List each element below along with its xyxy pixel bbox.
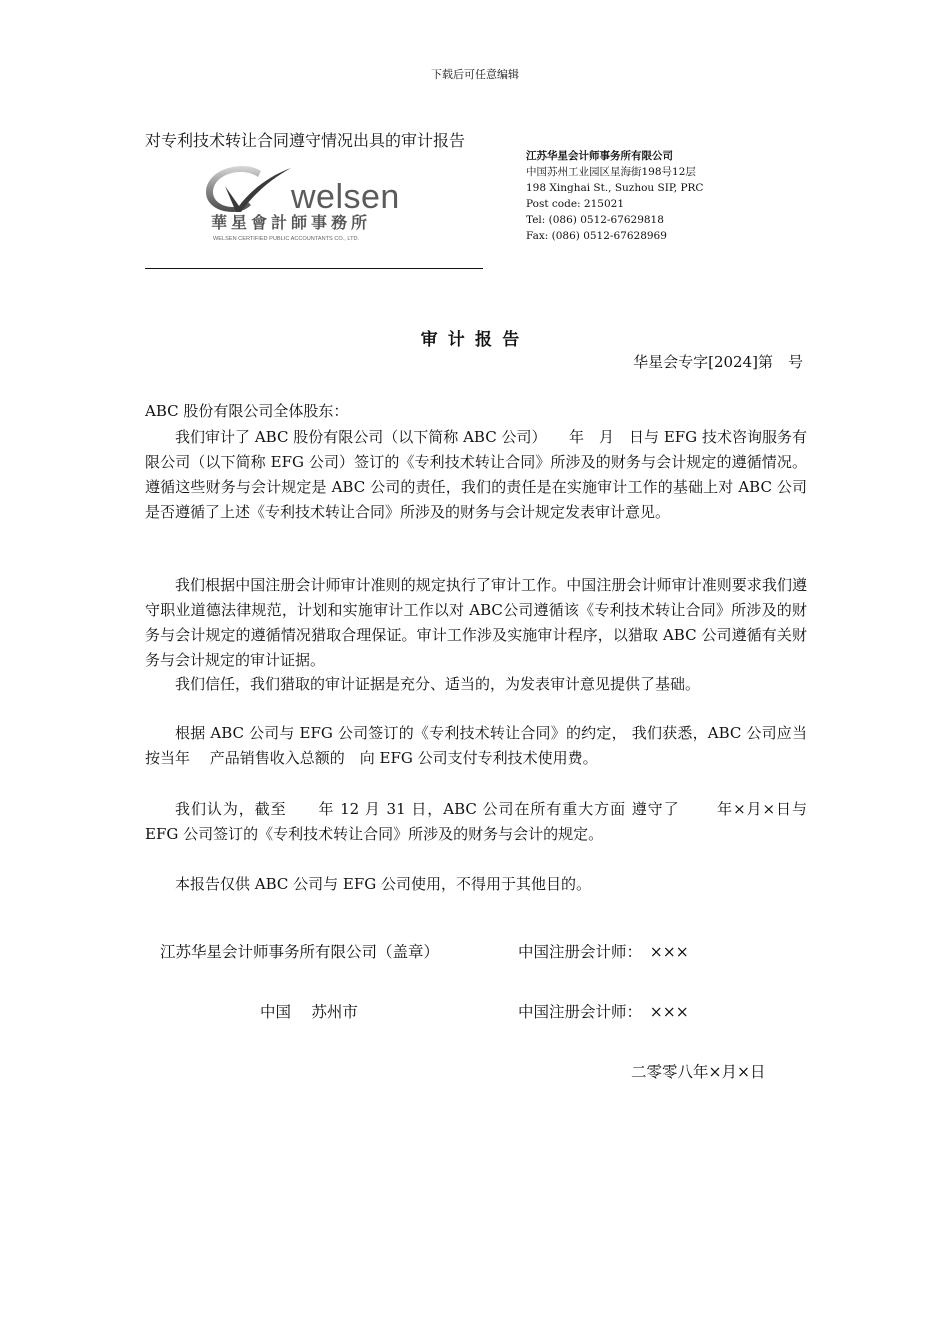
paragraph-scope: 我们审计了 ABC 股份有限公司（以下简称 ABC 公司） 年 月 日与 EFG 技术咨询服务有限公司（以下简称 EFG 公司）签订的《专利技术转让合同》所涉及的财务与会计规定的遵循情况。遵循这些财务与会计规定是 ABC 公司的责任，我们的责任是在实施审计工作的基础上对 ABC 公司是否遵循了上述《专利技术转让合同》所涉及的财务与会计规定发表审计意见。 xyxy=(145,428,807,521)
firm-name: 江苏华星会计师事务所有限公司 xyxy=(526,150,673,162)
svg-text:welsen: welsen xyxy=(291,178,400,216)
paragraph-evidence: 我们信任，我们猎取的审计证据是充分、适当的，为发表审计意见提供了基础。 xyxy=(175,675,701,693)
document-title: 对专利技术转让合同遵守情况出具的审计报告 xyxy=(145,131,466,150)
header-note: 下载后可任意编辑 xyxy=(431,68,519,81)
svg-text:WELSEN CERTIFIED PUBLIC ACCOUN: WELSEN CERTIFIED PUBLIC ACCOUNTANTS CO., LTD. xyxy=(213,236,360,242)
report-heading: 审计报告 xyxy=(420,330,530,350)
svg-text:華星會計師事務所: 華星會計師事務所 xyxy=(211,213,372,232)
paragraph-opinion: 我们认为，截至 年 12 月 31 日，ABC 公司在所有重大方面 遵守了 年×月×日与 EFG 公司签订的《专利技术转让合同》所涉及的财务与会计的规定。 xyxy=(145,800,807,843)
paragraph-contract-terms: 根据 ABC 公司与 EFG 公司签订的《专利技术转让合同》的约定， 我们获悉，ABC 公司应当按当年 产品销售收入总额的 向 EFG 公司支付专利技术使用费。 xyxy=(145,724,807,767)
welsen-logo-graphic xyxy=(203,160,418,244)
report-number: 华星会专字[2024]第 号 xyxy=(633,353,803,371)
welsen-logo xyxy=(203,160,418,244)
firm-contact-block xyxy=(526,148,703,244)
salutation: ABC 股份有限公司全体股东： xyxy=(145,402,349,420)
firm-address-cn: 中国苏州工业园区星海街198号12层 xyxy=(526,166,696,178)
header-divider xyxy=(145,268,483,269)
firm-seal-line: 江苏华星会计师事务所有限公司（盖章） xyxy=(160,943,440,961)
location-line: 中国 苏州市 xyxy=(260,1003,358,1021)
cpa-signature-1: 中国注册会计师： ××× xyxy=(518,943,689,961)
firm-tel: Tel: (086) 0512-67629818 xyxy=(526,214,664,226)
firm-address-en: 198 Xinghai St., Suzhou SIP, PRC xyxy=(526,182,704,194)
paragraph-restriction: 本报告仅供 ABC 公司与 EFG 公司使用，不得用于其他目的。 xyxy=(175,875,592,893)
paragraph-standards: 我们根据中国注册会计师审计准则的规定执行了审计工作。中国注册会计师审计准则要求我们遵守职业道德法律规范，计划和实施审计工作以对 ABC公司遵循该《专利技术转让合同》所涉及的财务与会计规定的遵循情况猎取合理保证。审计工作涉及实施审计程序，以猎取 ABC 公司遵循有关财务与会计规定的审计证据。 xyxy=(145,576,807,669)
firm-postcode: Post code: 215021 xyxy=(526,198,625,210)
firm-fax: Fax: (086) 0512-67628969 xyxy=(526,230,667,242)
cpa-signature-2: 中国注册会计师： ××× xyxy=(518,1003,689,1021)
report-date: 二零零八年×月×日 xyxy=(631,1063,766,1081)
